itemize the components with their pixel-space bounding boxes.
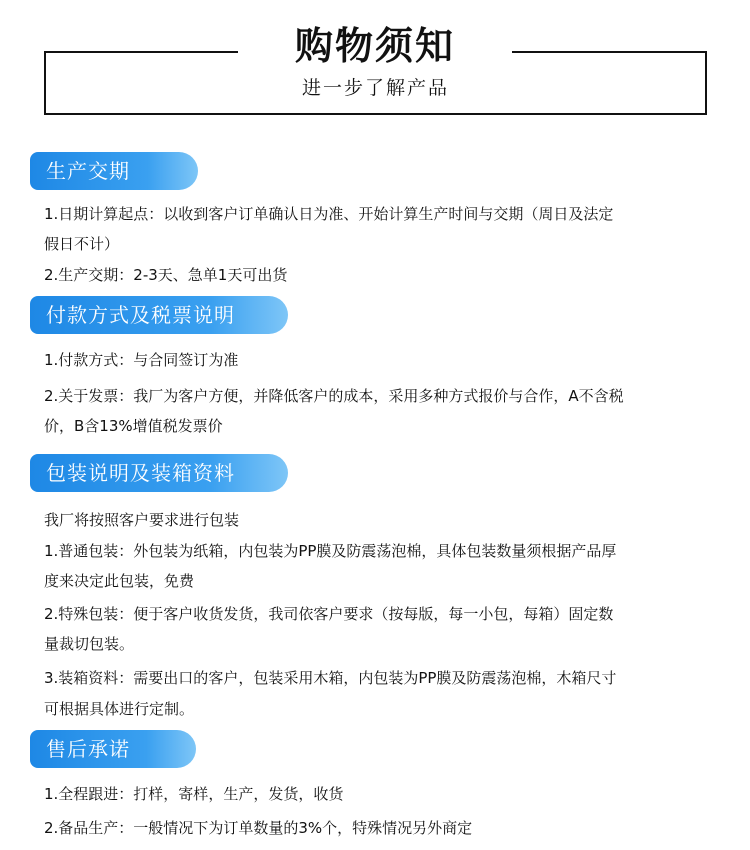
payment-line-2: 2.关于发票：我厂为客户方便，并降低客户的成本，采用多种方式报价与合作，A不含税 [44,387,624,405]
delivery-line-1: 1.日期计算起点：以收到客户订单确认日为准、开始计算生产时间与交期（周日及法定 [44,205,614,223]
packaging-line-1: 我厂将按照客户要求进行包装 [44,511,240,529]
page-subtitle: 进一步了解产品 [301,77,449,99]
aftersales-line-1: 1.全程跟进：打样，寄样，生产，发货，收货 [44,785,344,803]
aftersales-line-2: 2.备品生产：一般情况下为订单数量的3%个，特殊情况另外商定 [44,819,473,837]
delivery-line-3: 2.生产交期：2-3天、急单1天可出货 [44,266,288,284]
section-heading-payment: 付款方式及税票说明 [30,296,288,334]
section-heading-delivery: 生产交期 [30,152,198,190]
delivery-line-2: 假日不计） [44,235,120,253]
packaging-line-5: 量裁切包装。 [44,635,135,653]
packaging-line-7: 可根据具体进行定制。 [44,700,195,718]
packaging-line-6: 3.装箱资料：需要出口的客户，包装采用木箱，内包装为PP膜及防震荡泡棉，木箱尺寸 [44,669,617,687]
section-heading-packaging: 包装说明及装箱资料 [30,454,288,492]
page-title: 购物须知 [294,23,455,68]
header-box [44,51,707,115]
payment-line-3: 价，B含13%增值税发票价 [44,417,223,435]
payment-line-1: 1.付款方式：与合同签订为准 [44,351,239,369]
packaging-line-4: 2.特殊包装：便于客户收货发货，我司依客户要求（按每版，每一小包，每箱）固定数 [44,605,614,623]
packaging-line-3: 度来决定此包装，免费 [44,572,195,590]
packaging-line-2: 1.普通包装：外包装为纸箱，内包装为PP膜及防震荡泡棉，具体包装数量须根据产品厚 [44,542,617,560]
section-heading-aftersales: 售后承诺 [30,730,196,768]
